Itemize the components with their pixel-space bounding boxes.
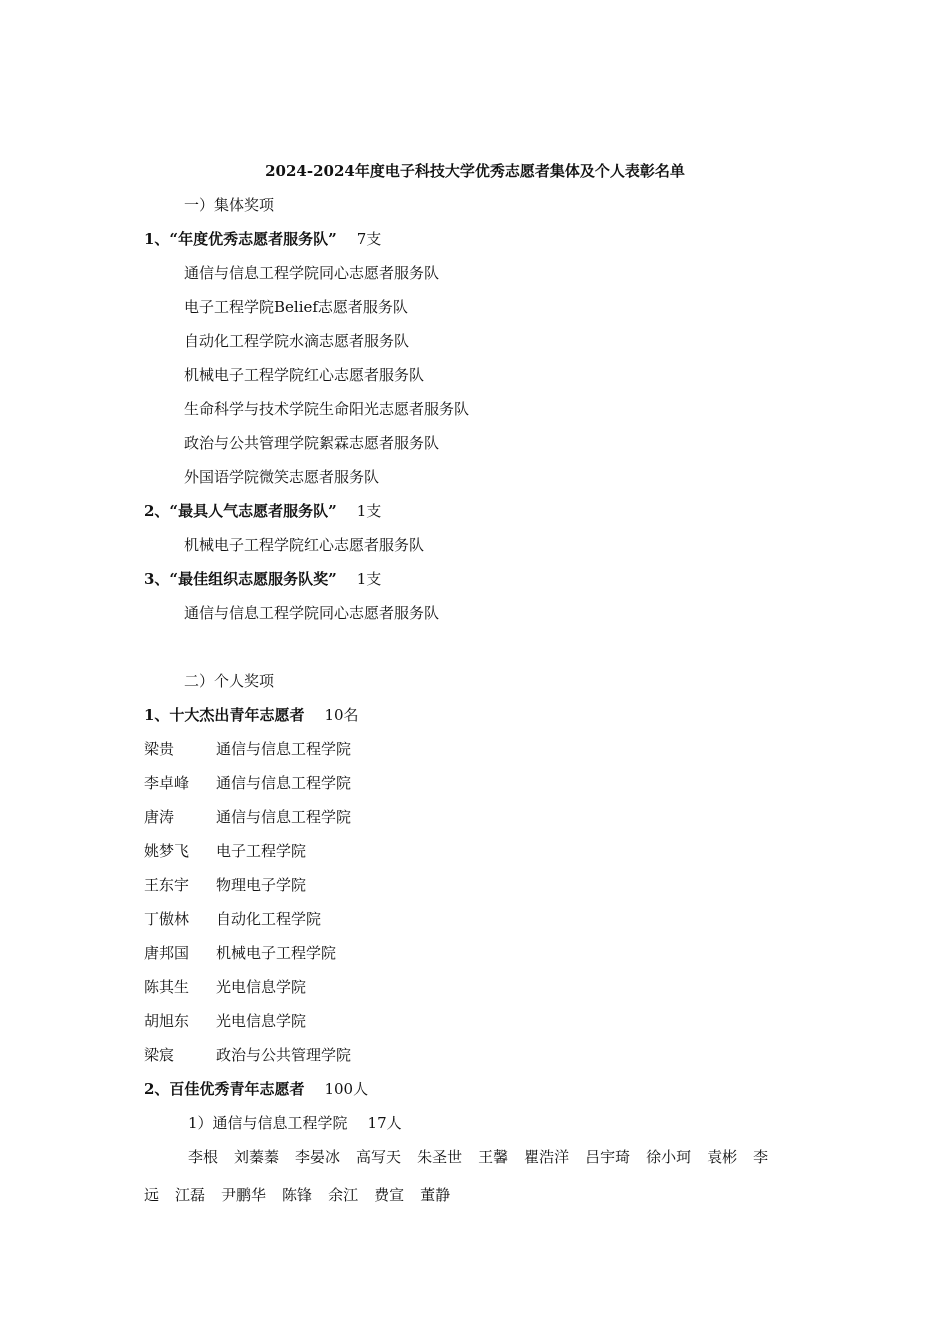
person-name: 唐邦国	[144, 944, 190, 962]
student-name: 瞿浩洋	[524, 1148, 570, 1166]
person-name: 丁傲林	[144, 910, 190, 928]
collective-heading: 一）集体奖项	[184, 196, 275, 214]
top10-count: 10名	[324, 706, 359, 724]
student-name: 李	[753, 1148, 769, 1166]
team-item: 通信与信息工程学院同心志愿者服务队	[184, 604, 440, 622]
person-name: 梁贵	[144, 740, 175, 758]
page-title: 2024-2024年度电子科技大学优秀志愿者集体及个人表彰名单	[265, 162, 685, 180]
person-row	[144, 773, 351, 793]
award3-count: 1支	[356, 570, 382, 588]
award1-line	[144, 229, 381, 249]
student-name: 吕宇琦	[585, 1148, 631, 1166]
team-item: 机械电子工程学院红心志愿者服务队	[184, 536, 425, 554]
top10-label: 1、十大杰出青年志愿者	[144, 706, 305, 724]
award3-label: 3、“最佳组织志愿服务队奖”	[144, 570, 337, 588]
award3-line	[144, 569, 381, 589]
award1-count: 7支	[356, 230, 382, 248]
student-name: 李晏冰	[295, 1148, 341, 1166]
person-college: 光电信息学院	[216, 978, 307, 996]
person-name: 梁宸	[144, 1046, 175, 1064]
award2-label: 2、“最具人气志愿者服务队”	[144, 502, 337, 520]
sub1-line	[188, 1113, 402, 1133]
team-item: 通信与信息工程学院同心志愿者服务队	[184, 264, 440, 282]
sub1-count: 17人	[367, 1114, 402, 1132]
top100-label: 2、百佳优秀青年志愿者	[144, 1080, 305, 1098]
top100-count: 100人	[324, 1080, 369, 1098]
student-name: 刘蓁蓁	[234, 1148, 280, 1166]
person-college: 物理电子学院	[216, 876, 307, 894]
person-name: 王东宇	[144, 876, 190, 894]
student-name: 高写天	[356, 1148, 402, 1166]
student-name: 远	[144, 1186, 160, 1204]
person-row	[144, 807, 351, 827]
team-item: 外国语学院微笑志愿者服务队	[184, 468, 380, 486]
team-item: 电子工程学院Belief志愿者服务队	[184, 298, 408, 316]
student-name: 王馨	[478, 1148, 509, 1166]
person-college: 机械电子工程学院	[216, 944, 337, 962]
student-name: 江磊	[175, 1186, 206, 1204]
team-item: 自动化工程学院水滴志愿者服务队	[184, 332, 410, 350]
person-college: 电子工程学院	[216, 842, 307, 860]
person-name: 姚梦飞	[144, 842, 190, 860]
person-name: 唐涛	[144, 808, 175, 826]
sub1-label: 1）通信与信息工程学院	[188, 1114, 348, 1132]
student-names-line1	[188, 1147, 784, 1167]
person-row	[144, 977, 306, 997]
team-item: 机械电子工程学院红心志愿者服务队	[184, 366, 425, 384]
person-college: 通信与信息工程学院	[216, 808, 352, 826]
person-row	[144, 875, 306, 895]
student-name: 徐小珂	[646, 1148, 692, 1166]
person-college: 光电信息学院	[216, 1012, 307, 1030]
student-name: 袁彬	[707, 1148, 738, 1166]
student-name: 尹鹏华	[221, 1186, 267, 1204]
person-row	[144, 1011, 306, 1031]
person-name: 陈其生	[144, 978, 190, 996]
student-names-line2	[144, 1185, 466, 1205]
student-name: 费宣	[374, 1186, 405, 1204]
person-college: 通信与信息工程学院	[216, 740, 352, 758]
person-row	[144, 909, 321, 929]
person-college: 通信与信息工程学院	[216, 774, 352, 792]
person-row	[144, 841, 306, 861]
top10-line	[144, 705, 359, 725]
team-item: 生命科学与技术学院生命阳光志愿者服务队	[184, 400, 470, 418]
person-name: 胡旭东	[144, 1012, 190, 1030]
student-name: 陈锋	[282, 1186, 313, 1204]
student-name: 李根	[188, 1148, 219, 1166]
student-name: 董静	[420, 1186, 451, 1204]
team-item: 政治与公共管理学院絮霖志愿者服务队	[184, 434, 440, 452]
student-name: 朱圣世	[417, 1148, 463, 1166]
person-row	[144, 1045, 351, 1065]
top100-line	[144, 1079, 368, 1099]
award2-count: 1支	[356, 502, 382, 520]
individual-heading: 二）个人奖项	[184, 672, 275, 690]
award1-label: 1、“年度优秀志愿者服务队”	[144, 230, 337, 248]
person-college: 政治与公共管理学院	[216, 1046, 352, 1064]
person-row	[144, 739, 351, 759]
person-row	[144, 943, 336, 963]
person-college: 自动化工程学院	[216, 910, 322, 928]
student-name: 余江	[328, 1186, 359, 1204]
award2-line	[144, 501, 381, 521]
person-name: 李卓峰	[144, 774, 190, 792]
